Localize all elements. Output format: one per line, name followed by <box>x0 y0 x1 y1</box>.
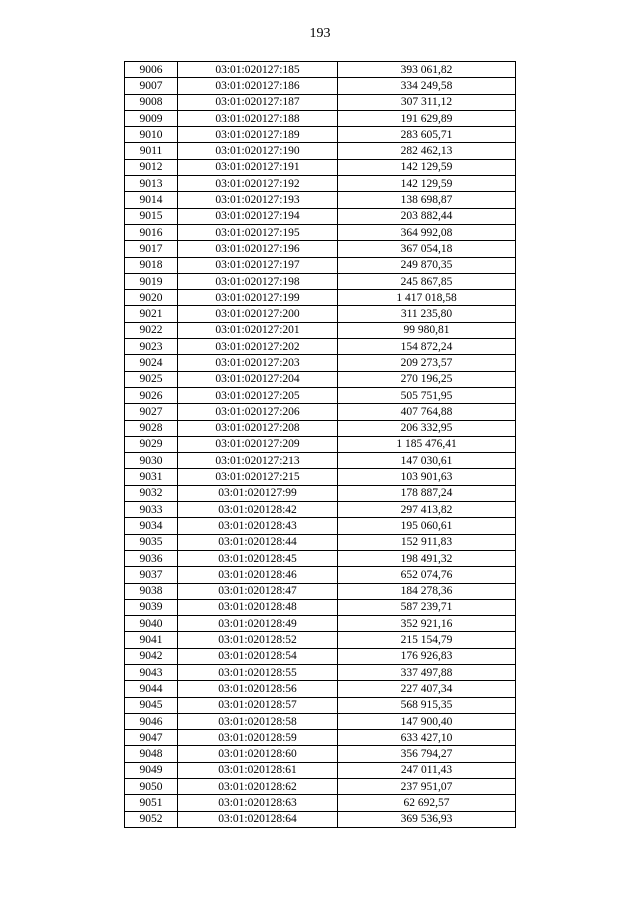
cadastral-value-table <box>124 61 516 828</box>
row-number-cell: 9042 <box>125 648 178 664</box>
table-row <box>125 290 516 306</box>
table-row <box>125 110 516 126</box>
table-row <box>125 208 516 224</box>
cadastral-value-cell: 282 462,13 <box>338 143 516 159</box>
row-number-cell: 9024 <box>125 355 178 371</box>
row-number-cell: 9044 <box>125 681 178 697</box>
cadastral-value-cell: 206 332,95 <box>338 420 516 436</box>
cadastral-value-cell: 154 872,24 <box>338 339 516 355</box>
row-number-cell: 9034 <box>125 518 178 534</box>
table-row <box>125 371 516 387</box>
row-number-cell: 9029 <box>125 436 178 452</box>
table-row <box>125 502 516 518</box>
row-number-cell: 9039 <box>125 599 178 615</box>
row-number-cell: 9049 <box>125 762 178 778</box>
table-row <box>125 339 516 355</box>
cadastral-value-cell: 142 129,59 <box>338 159 516 175</box>
table-row <box>125 485 516 501</box>
cadastral-number-cell: 03:01:020127:185 <box>178 62 338 78</box>
table-row <box>125 583 516 599</box>
table-row <box>125 713 516 729</box>
cadastral-number-cell: 03:01:020127:190 <box>178 143 338 159</box>
cadastral-number-cell: 03:01:020128:48 <box>178 599 338 615</box>
cadastral-value-cell: 195 060,61 <box>338 518 516 534</box>
cadastral-number-cell: 03:01:020127:187 <box>178 94 338 110</box>
table-row <box>125 257 516 273</box>
row-number-cell: 9017 <box>125 241 178 257</box>
cadastral-number-cell: 03:01:020127:188 <box>178 110 338 126</box>
table-row <box>125 355 516 371</box>
cadastral-number-cell: 03:01:020127:205 <box>178 387 338 403</box>
cadastral-number-cell: 03:01:020128:45 <box>178 550 338 566</box>
table-row <box>125 78 516 94</box>
table-row <box>125 534 516 550</box>
cadastral-number-cell: 03:01:020128:42 <box>178 502 338 518</box>
cadastral-number-cell: 03:01:020128:63 <box>178 795 338 811</box>
table-row <box>125 192 516 208</box>
table-row <box>125 143 516 159</box>
cadastral-value-cell: 652 074,76 <box>338 567 516 583</box>
cadastral-value-cell: 587 239,71 <box>338 599 516 615</box>
row-number-cell: 9050 <box>125 779 178 795</box>
cadastral-number-cell: 03:01:020128:59 <box>178 730 338 746</box>
table-row <box>125 404 516 420</box>
cadastral-value-cell: 393 061,82 <box>338 62 516 78</box>
row-number-cell: 9025 <box>125 371 178 387</box>
cadastral-number-cell: 03:01:020127:206 <box>178 404 338 420</box>
cadastral-number-cell: 03:01:020128:55 <box>178 664 338 680</box>
cadastral-value-cell: 176 926,83 <box>338 648 516 664</box>
row-number-cell: 9040 <box>125 616 178 632</box>
cadastral-number-cell: 03:01:020127:99 <box>178 485 338 501</box>
cadastral-number-cell: 03:01:020127:213 <box>178 453 338 469</box>
page-number: 193 <box>309 26 331 41</box>
cadastral-number-cell: 03:01:020128:47 <box>178 583 338 599</box>
cadastral-number-cell: 03:01:020127:186 <box>178 78 338 94</box>
cadastral-value-cell: 215 154,79 <box>338 632 516 648</box>
cadastral-number-cell: 03:01:020127:194 <box>178 208 338 224</box>
row-number-cell: 9048 <box>125 746 178 762</box>
table-row <box>125 387 516 403</box>
table-row <box>125 664 516 680</box>
row-number-cell: 9041 <box>125 632 178 648</box>
row-number-cell: 9020 <box>125 290 178 306</box>
row-number-cell: 9022 <box>125 322 178 338</box>
table-row <box>125 746 516 762</box>
cadastral-value-cell: 209 273,57 <box>338 355 516 371</box>
cadastral-number-cell: 03:01:020128:43 <box>178 518 338 534</box>
cadastral-value-cell: 297 413,82 <box>338 502 516 518</box>
cadastral-number-cell: 03:01:020127:198 <box>178 273 338 289</box>
table-row <box>125 730 516 746</box>
row-number-cell: 9047 <box>125 730 178 746</box>
row-number-cell: 9037 <box>125 567 178 583</box>
row-number-cell: 9021 <box>125 306 178 322</box>
table-row <box>125 518 516 534</box>
row-number-cell: 9008 <box>125 94 178 110</box>
row-number-cell: 9031 <box>125 469 178 485</box>
table-row <box>125 420 516 436</box>
table-row <box>125 779 516 795</box>
row-number-cell: 9007 <box>125 78 178 94</box>
row-number-cell: 9051 <box>125 795 178 811</box>
cadastral-value-cell: 307 311,12 <box>338 94 516 110</box>
cadastral-number-cell: 03:01:020128:46 <box>178 567 338 583</box>
cadastral-value-cell: 152 911,83 <box>338 534 516 550</box>
table-row <box>125 648 516 664</box>
table-row <box>125 681 516 697</box>
table-row <box>125 224 516 240</box>
table-row <box>125 469 516 485</box>
cadastral-number-cell: 03:01:020127:196 <box>178 241 338 257</box>
cadastral-number-cell: 03:01:020127:215 <box>178 469 338 485</box>
table-row <box>125 697 516 713</box>
row-number-cell: 9019 <box>125 273 178 289</box>
table-row <box>125 599 516 615</box>
cadastral-value-cell: 367 054,18 <box>338 241 516 257</box>
cadastral-value-cell: 184 278,36 <box>338 583 516 599</box>
cadastral-number-cell: 03:01:020128:54 <box>178 648 338 664</box>
row-number-cell: 9023 <box>125 339 178 355</box>
cadastral-number-cell: 03:01:020127:199 <box>178 290 338 306</box>
cadastral-value-cell: 103 901,63 <box>338 469 516 485</box>
row-number-cell: 9035 <box>125 534 178 550</box>
table-row <box>125 273 516 289</box>
table-row <box>125 795 516 811</box>
cadastral-number-cell: 03:01:020127:192 <box>178 176 338 192</box>
cadastral-value-cell: 283 605,71 <box>338 127 516 143</box>
row-number-cell: 9013 <box>125 176 178 192</box>
table-row <box>125 322 516 338</box>
row-number-cell: 9010 <box>125 127 178 143</box>
cadastral-number-cell: 03:01:020127:208 <box>178 420 338 436</box>
table-row <box>125 94 516 110</box>
cadastral-value-cell: 178 887,24 <box>338 485 516 501</box>
cadastral-number-cell: 03:01:020127:197 <box>178 257 338 273</box>
cadastral-value-cell: 237 951,07 <box>338 779 516 795</box>
table-row <box>125 762 516 778</box>
row-number-cell: 9015 <box>125 208 178 224</box>
cadastral-value-cell: 147 900,40 <box>338 713 516 729</box>
row-number-cell: 9011 <box>125 143 178 159</box>
cadastral-value-cell: 334 249,58 <box>338 78 516 94</box>
cadastral-value-cell: 568 915,35 <box>338 697 516 713</box>
table-row <box>125 241 516 257</box>
table-row <box>125 616 516 632</box>
table-row <box>125 127 516 143</box>
cadastral-value-cell: 245 867,85 <box>338 273 516 289</box>
cadastral-number-cell: 03:01:020128:60 <box>178 746 338 762</box>
cadastral-number-cell: 03:01:020127:195 <box>178 224 338 240</box>
cadastral-number-cell: 03:01:020127:202 <box>178 339 338 355</box>
cadastral-value-cell: 407 764,88 <box>338 404 516 420</box>
cadastral-number-cell: 03:01:020128:57 <box>178 697 338 713</box>
cadastral-value-cell: 356 794,27 <box>338 746 516 762</box>
cadastral-value-cell: 99 980,81 <box>338 322 516 338</box>
cadastral-number-cell: 03:01:020128:64 <box>178 811 338 827</box>
cadastral-number-cell: 03:01:020127:209 <box>178 436 338 452</box>
cadastral-number-cell: 03:01:020128:58 <box>178 713 338 729</box>
cadastral-value-cell: 369 536,93 <box>338 811 516 827</box>
table-row <box>125 62 516 78</box>
cadastral-value-cell: 249 870,35 <box>338 257 516 273</box>
row-number-cell: 9036 <box>125 550 178 566</box>
row-number-cell: 9030 <box>125 453 178 469</box>
cadastral-number-cell: 03:01:020127:200 <box>178 306 338 322</box>
cadastral-value-cell: 364 992,08 <box>338 224 516 240</box>
table-row <box>125 811 516 827</box>
row-number-cell: 9014 <box>125 192 178 208</box>
table-row <box>125 176 516 192</box>
row-number-cell: 9016 <box>125 224 178 240</box>
row-number-cell: 9033 <box>125 502 178 518</box>
cadastral-value-cell: 337 497,88 <box>338 664 516 680</box>
cadastral-number-cell: 03:01:020127:204 <box>178 371 338 387</box>
cadastral-number-cell: 03:01:020127:189 <box>178 127 338 143</box>
cadastral-number-cell: 03:01:020127:191 <box>178 159 338 175</box>
table-row <box>125 567 516 583</box>
cadastral-value-cell: 505 751,95 <box>338 387 516 403</box>
cadastral-value-cell: 311 235,80 <box>338 306 516 322</box>
cadastral-number-cell: 03:01:020128:62 <box>178 779 338 795</box>
row-number-cell: 9009 <box>125 110 178 126</box>
cadastral-value-cell: 191 629,89 <box>338 110 516 126</box>
cadastral-number-cell: 03:01:020127:193 <box>178 192 338 208</box>
cadastral-value-cell: 227 407,34 <box>338 681 516 697</box>
cadastral-value-cell: 198 491,32 <box>338 550 516 566</box>
cadastral-number-cell: 03:01:020127:201 <box>178 322 338 338</box>
cadastral-number-cell: 03:01:020128:56 <box>178 681 338 697</box>
cadastral-value-cell: 62 692,57 <box>338 795 516 811</box>
cadastral-value-cell: 352 921,16 <box>338 616 516 632</box>
row-number-cell: 9012 <box>125 159 178 175</box>
table-row <box>125 632 516 648</box>
cadastral-value-cell: 147 030,61 <box>338 453 516 469</box>
row-number-cell: 9045 <box>125 697 178 713</box>
cadastral-value-cell: 138 698,87 <box>338 192 516 208</box>
cadastral-value-cell: 1 185 476,41 <box>338 436 516 452</box>
cadastral-value-cell: 203 882,44 <box>338 208 516 224</box>
table-row <box>125 550 516 566</box>
cadastral-number-cell: 03:01:020128:52 <box>178 632 338 648</box>
cadastral-value-cell: 142 129,59 <box>338 176 516 192</box>
cadastral-value-cell: 270 196,25 <box>338 371 516 387</box>
cadastral-number-cell: 03:01:020128:44 <box>178 534 338 550</box>
table-body <box>125 62 516 828</box>
row-number-cell: 9043 <box>125 664 178 680</box>
cadastral-number-cell: 03:01:020127:203 <box>178 355 338 371</box>
cadastral-value-cell: 1 417 018,58 <box>338 290 516 306</box>
table-row <box>125 453 516 469</box>
row-number-cell: 9018 <box>125 257 178 273</box>
row-number-cell: 9046 <box>125 713 178 729</box>
cadastral-number-cell: 03:01:020128:61 <box>178 762 338 778</box>
row-number-cell: 9028 <box>125 420 178 436</box>
table-row <box>125 306 516 322</box>
cadastral-number-cell: 03:01:020128:49 <box>178 616 338 632</box>
row-number-cell: 9052 <box>125 811 178 827</box>
row-number-cell: 9032 <box>125 485 178 501</box>
row-number-cell: 9026 <box>125 387 178 403</box>
table-row <box>125 436 516 452</box>
row-number-cell: 9038 <box>125 583 178 599</box>
row-number-cell: 9006 <box>125 62 178 78</box>
row-number-cell: 9027 <box>125 404 178 420</box>
cadastral-value-cell: 633 427,10 <box>338 730 516 746</box>
table-row <box>125 159 516 175</box>
cadastral-value-cell: 247 011,43 <box>338 762 516 778</box>
